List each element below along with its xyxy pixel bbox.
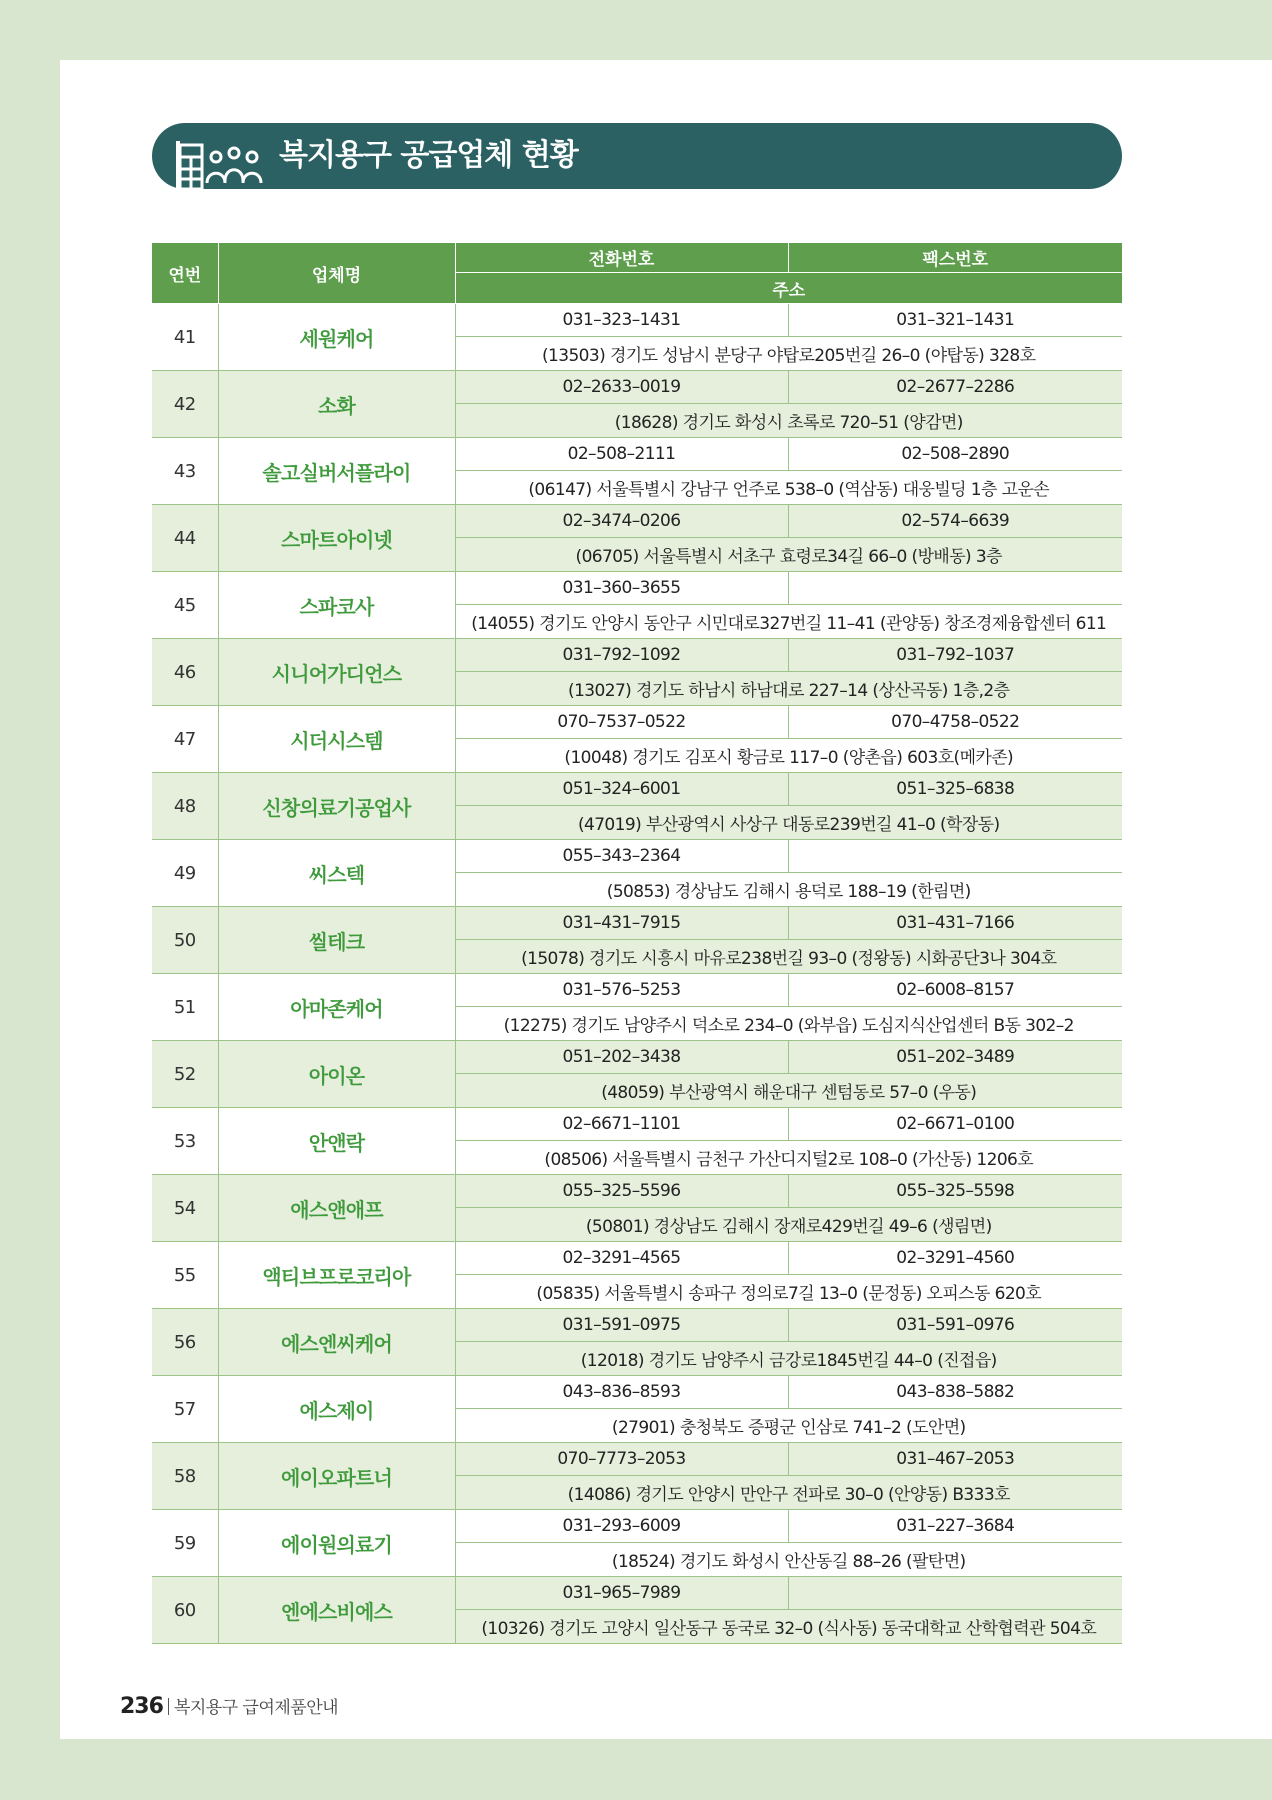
- fax-number: 02–6008–8157: [788, 974, 1122, 1007]
- table-row: [152, 1242, 1122, 1275]
- fax-number: 02–2677–2286: [788, 371, 1122, 404]
- address: (14086) 경기도 안양시 만안구 전파로 30–0 (안양동) B333호: [455, 1476, 1122, 1510]
- fax-number: 031–321–1431: [788, 304, 1122, 337]
- column-header-address: 주소: [455, 273, 1122, 304]
- company-name: 액티브프로코리아: [218, 1242, 455, 1309]
- phone-number: 055–343–2364: [455, 840, 788, 873]
- phone-number: 031–360–3655: [455, 572, 788, 605]
- address: (12018) 경기도 남양주시 금강로1845번길 44–0 (진접읍): [455, 1342, 1122, 1376]
- address: (10326) 경기도 고양시 일산동구 동국로 32–0 (식사동) 동국대학교 산학협력관 504호: [455, 1610, 1122, 1644]
- table-row: [152, 371, 1122, 404]
- fax-number: 031–792–1037: [788, 639, 1122, 672]
- row-number: 53: [152, 1108, 218, 1175]
- row-number: 49: [152, 840, 218, 907]
- company-name: 씨스텍: [218, 840, 455, 907]
- row-number: 41: [152, 304, 218, 371]
- phone-number: 031–323–1431: [455, 304, 788, 337]
- phone-number: 055–325–5596: [455, 1175, 788, 1208]
- phone-number: 031–576–5253: [455, 974, 788, 1007]
- address: (13503) 경기도 성남시 분당구 야탑로205번길 26–0 (야탑동) 328호: [455, 337, 1122, 371]
- phone-number: 051–324–6001: [455, 773, 788, 806]
- fax-number: [788, 840, 1122, 873]
- company-name: 시더시스템: [218, 706, 455, 773]
- row-number: 46: [152, 639, 218, 706]
- table-row: [152, 840, 1122, 873]
- table-body: [152, 304, 1122, 1644]
- table-header-row: [152, 243, 1122, 273]
- column-header-fax: 팩스번호: [788, 243, 1122, 273]
- company-name: 아이온: [218, 1041, 455, 1108]
- supplier-table: [152, 242, 1122, 1644]
- row-number: 52: [152, 1041, 218, 1108]
- row-number: 48: [152, 773, 218, 840]
- table-row: [152, 773, 1122, 806]
- row-number: 57: [152, 1376, 218, 1443]
- fax-number: [788, 1577, 1122, 1610]
- table-row: [152, 1577, 1122, 1610]
- page-footer: [120, 1693, 338, 1722]
- table-row: [152, 974, 1122, 1007]
- row-number: 44: [152, 505, 218, 572]
- table-row: [152, 438, 1122, 471]
- company-name: 에스제이: [218, 1376, 455, 1443]
- fax-number: 055–325–5598: [788, 1175, 1122, 1208]
- row-number: 51: [152, 974, 218, 1041]
- address: (10048) 경기도 김포시 황금로 117–0 (양촌읍) 603호(메카존): [455, 739, 1122, 773]
- address: (27901) 충청북도 증평군 인삼로 741–2 (도안면): [455, 1409, 1122, 1443]
- address: (12275) 경기도 남양주시 덕소로 234–0 (와부읍) 도심지식산업센터 B동 302–2: [455, 1007, 1122, 1041]
- company-name: 소화: [218, 371, 455, 438]
- table-row: [152, 1041, 1122, 1074]
- company-name: 아마존케어: [218, 974, 455, 1041]
- fax-number: 031–227–3684: [788, 1510, 1122, 1543]
- phone-number: 031–792–1092: [455, 639, 788, 672]
- fax-number: 02–508–2890: [788, 438, 1122, 471]
- column-header-number: 연번: [152, 243, 218, 304]
- company-name: 안앤락: [218, 1108, 455, 1175]
- table-row: [152, 304, 1122, 337]
- table-row: [152, 572, 1122, 605]
- address: (50801) 경상남도 김해시 장재로429번길 49–6 (생림면): [455, 1208, 1122, 1242]
- company-name: 세원케어: [218, 304, 455, 371]
- fax-number: 02–574–6639: [788, 505, 1122, 538]
- row-number: 58: [152, 1443, 218, 1510]
- table-row: [152, 706, 1122, 739]
- phone-number: 02–3474–0206: [455, 505, 788, 538]
- row-number: 54: [152, 1175, 218, 1242]
- fax-number: 02–6671–0100: [788, 1108, 1122, 1141]
- table-row: [152, 1309, 1122, 1342]
- company-name: 씰테크: [218, 907, 455, 974]
- table-row: [152, 1510, 1122, 1543]
- table-row: [152, 639, 1122, 672]
- company-name: 엔에스비에스: [218, 1577, 455, 1644]
- address: (08506) 서울특별시 금천구 가산디지털2로 108–0 (가산동) 1206호: [455, 1141, 1122, 1175]
- building-people-icon: [176, 137, 268, 189]
- phone-number: 02–3291–4565: [455, 1242, 788, 1275]
- table-row: [152, 1108, 1122, 1141]
- table-row: [152, 1376, 1122, 1409]
- address: (15078) 경기도 시흥시 마유로238번길 93–0 (정왕동) 시화공단3나 304호: [455, 940, 1122, 974]
- row-number: 43: [152, 438, 218, 505]
- address: (47019) 부산광역시 사상구 대동로239번길 41–0 (학장동): [455, 806, 1122, 840]
- fax-number: 02–3291–4560: [788, 1242, 1122, 1275]
- phone-number: 02–6671–1101: [455, 1108, 788, 1141]
- company-name: 솔고실버서플라이: [218, 438, 455, 505]
- phone-number: 031–965–7989: [455, 1577, 788, 1610]
- page-number: 236: [120, 1694, 163, 1719]
- row-number: 45: [152, 572, 218, 639]
- address: (05835) 서울특별시 송파구 정의로7길 13–0 (문정동) 오피스동 620호: [455, 1275, 1122, 1309]
- table-row: [152, 1443, 1122, 1476]
- phone-number: 031–431–7915: [455, 907, 788, 940]
- phone-number: 070–7537–0522: [455, 706, 788, 739]
- address: (50853) 경상남도 김해시 용덕로 188–19 (한림면): [455, 873, 1122, 907]
- row-number: 56: [152, 1309, 218, 1376]
- fax-number: 043–838–5882: [788, 1376, 1122, 1409]
- phone-number: 02–508–2111: [455, 438, 788, 471]
- phone-number: 031–293–6009: [455, 1510, 788, 1543]
- company-name: 에스엔씨케어: [218, 1309, 455, 1376]
- row-number: 55: [152, 1242, 218, 1309]
- fax-number: 031–591–0976: [788, 1309, 1122, 1342]
- table-row: [152, 505, 1122, 538]
- row-number: 47: [152, 706, 218, 773]
- address: (06705) 서울특별시 서초구 효령로34길 66–0 (방배동) 3층: [455, 538, 1122, 572]
- fax-number: 051–202–3489: [788, 1041, 1122, 1074]
- table-row: [152, 1175, 1122, 1208]
- phone-number: 051–202–3438: [455, 1041, 788, 1074]
- address: (06147) 서울특별시 강남구 언주로 538–0 (역삼동) 대웅빌딩 1층 고운손: [455, 471, 1122, 505]
- row-number: 42: [152, 371, 218, 438]
- column-header-company: 업체명: [218, 243, 455, 304]
- address: (48059) 부산광역시 해운대구 센텀동로 57–0 (우동): [455, 1074, 1122, 1108]
- company-name: 시니어가디언스: [218, 639, 455, 706]
- phone-number: 070–7773–2053: [455, 1443, 788, 1476]
- phone-number: 02–2633–0019: [455, 371, 788, 404]
- page-title: 복지용구 공급업체 현황: [279, 138, 578, 173]
- fax-number: 031–431–7166: [788, 907, 1122, 940]
- row-number: 60: [152, 1577, 218, 1644]
- company-name: 에이오파트너: [218, 1443, 455, 1510]
- address: (14055) 경기도 안양시 동안구 시민대로327번길 11–41 (관양동) 창조경제융합센터 611: [455, 605, 1122, 639]
- address: (13027) 경기도 하남시 하남대로 227–14 (상산곡동) 1층,2층: [455, 672, 1122, 706]
- phone-number: 043–836–8593: [455, 1376, 788, 1409]
- phone-number: 031–591–0975: [455, 1309, 788, 1342]
- table-row: [152, 907, 1122, 940]
- row-number: 59: [152, 1510, 218, 1577]
- address: (18524) 경기도 화성시 안산동길 88–26 (팔탄면): [455, 1543, 1122, 1577]
- company-name: 에이원의료기: [218, 1510, 455, 1577]
- footer-section-title: 복지용구 급여제품안내: [173, 1698, 339, 1718]
- section-title-bar: [152, 123, 1122, 189]
- column-header-phone: 전화번호: [455, 243, 788, 273]
- address: (18628) 경기도 화성시 초록로 720–51 (양감면): [455, 404, 1122, 438]
- company-name: 신창의료기공업사: [218, 773, 455, 840]
- footer-divider: [168, 1698, 169, 1715]
- row-number: 50: [152, 907, 218, 974]
- company-name: 애스앤애프: [218, 1175, 455, 1242]
- fax-number: 031–467–2053: [788, 1443, 1122, 1476]
- fax-number: [788, 572, 1122, 605]
- fax-number: 051–325–6838: [788, 773, 1122, 806]
- company-name: 스파코사: [218, 572, 455, 639]
- company-name: 스마트아이넷: [218, 505, 455, 572]
- fax-number: 070–4758–0522: [788, 706, 1122, 739]
